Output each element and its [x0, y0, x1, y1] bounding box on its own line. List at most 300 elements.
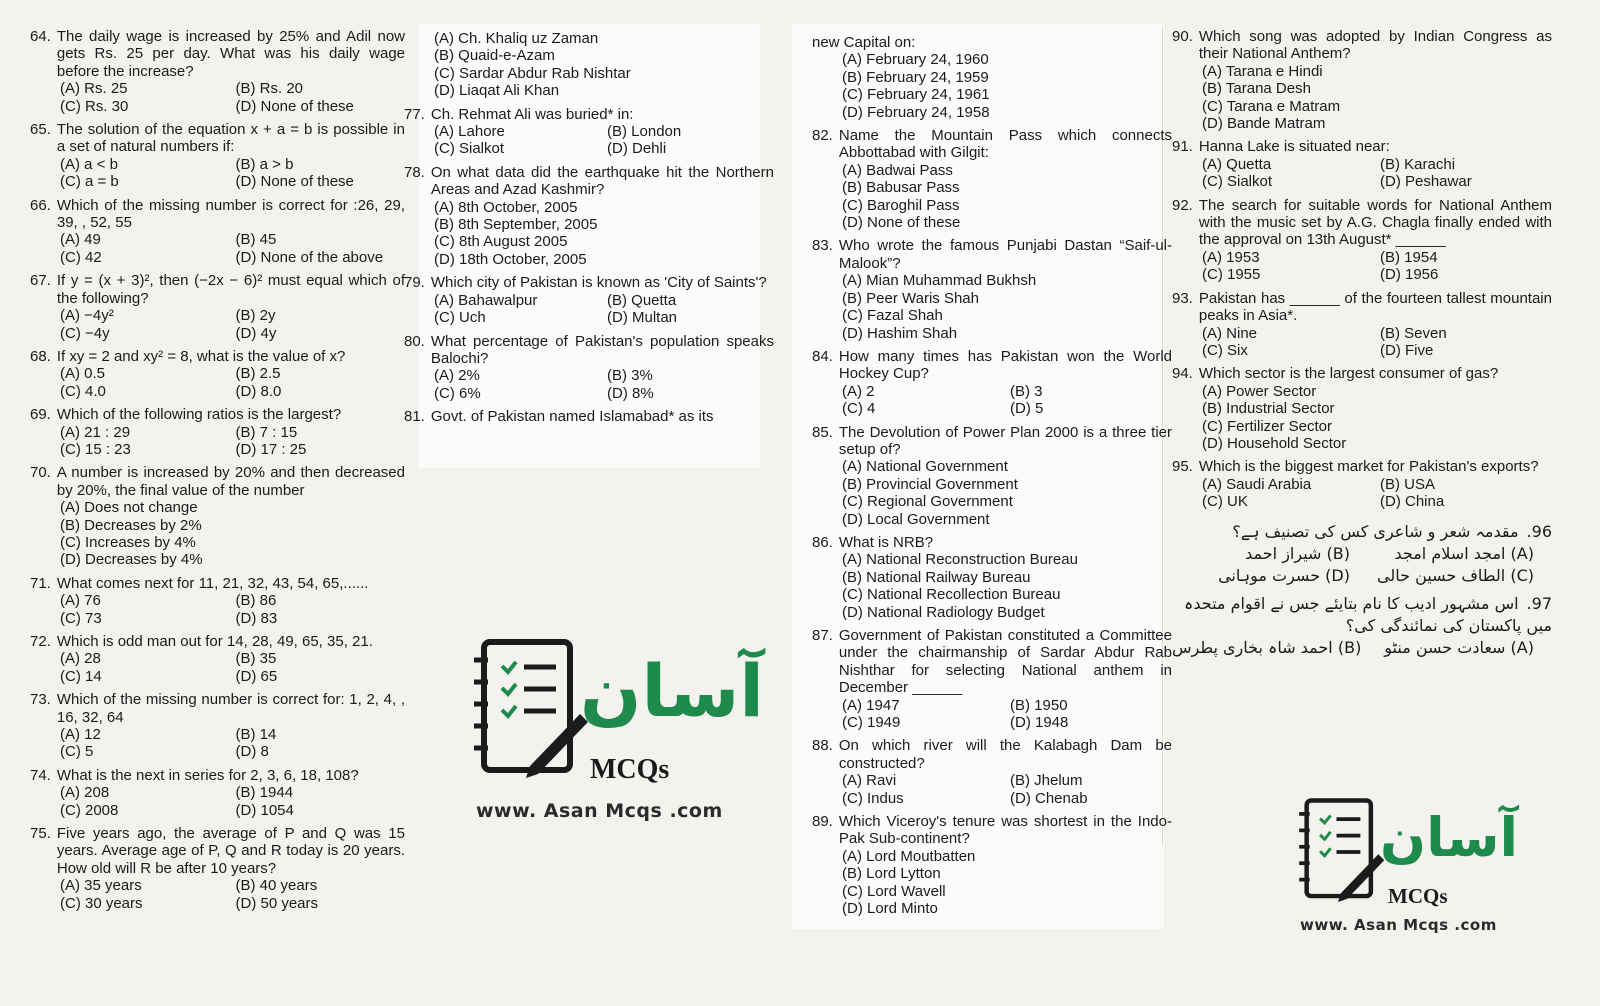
answer-option: (B) شیراز احمد — [1245, 543, 1350, 563]
question-stem — [30, 767, 405, 784]
question-stem — [812, 424, 1172, 459]
answer-option: (C) Fazal Shah — [842, 307, 943, 325]
answer-option: (C) Rs. 30 — [60, 97, 129, 115]
answer-options — [30, 650, 405, 685]
question-number: 95. — [1172, 458, 1193, 476]
column-2 — [404, 30, 774, 432]
answer-options — [1172, 156, 1552, 191]
question-text: مقدمہ شعر و شاعری کس کی تصنیف ہے؟ — [1232, 521, 1519, 541]
answer-option: (D) 4y — [235, 324, 277, 342]
question-stem — [812, 534, 1172, 551]
answer-option: (A) 0.5 — [60, 365, 106, 383]
answer-option: (A) Bahawalpur — [434, 291, 538, 309]
answer-options — [1172, 637, 1552, 659]
question-number: 89. — [812, 813, 833, 831]
answer-option: (C) 15 : 23 — [60, 440, 131, 458]
answer-options — [1172, 325, 1552, 360]
question — [404, 274, 774, 326]
answer-option: (B) 7 : 15 — [235, 423, 298, 441]
answer-options — [812, 551, 1172, 621]
answer-option: (D) 5 — [1010, 400, 1044, 418]
question — [812, 737, 1172, 807]
question-stem — [30, 197, 405, 232]
answer-option: (B) 2.5 — [235, 365, 281, 383]
answer-options — [812, 272, 1172, 342]
answer-option: (A) 1947 — [842, 696, 900, 714]
answer-option: (C) 8th August 2005 — [434, 233, 568, 251]
question-stem — [30, 272, 405, 307]
notebook-checklist-icon — [470, 636, 590, 786]
answer-option: (B) 86 — [235, 592, 277, 610]
answer-option: (D) None of these — [235, 173, 354, 191]
question-text: The solution of the equation x + a = b is possible in a set of natural numbers if: — [56, 121, 405, 156]
answer-option: (A) 8th October, 2005 — [434, 198, 578, 216]
question-stem — [404, 333, 774, 368]
question-text: How many times has Pakistan won the World Hockey Cup? — [838, 347, 1172, 383]
answer-option: (B) London — [607, 123, 682, 141]
question-stem — [812, 813, 1172, 848]
urdu-question — [1172, 593, 1552, 659]
question — [812, 424, 1172, 528]
question-stem — [30, 28, 405, 80]
question-text: new Capital on: — [812, 34, 916, 51]
answer-option: (C) الطاف حسین حالی — [1377, 565, 1534, 585]
answer-options — [30, 156, 405, 191]
answer-option: (B) 35 — [235, 650, 277, 668]
answer-option: (B) Karachi — [1380, 155, 1456, 173]
answer-option: (D) February 24, 1958 — [842, 103, 990, 121]
answer-option: (D) China — [1380, 493, 1445, 511]
answer-option: (B) 1954 — [1380, 248, 1438, 266]
question-stem — [404, 408, 774, 425]
question-text: On which river will the Kalabagh Dam be constructed? — [838, 737, 1172, 772]
question-number: 88. — [812, 737, 833, 755]
answer-option: (A) Lahore — [434, 123, 505, 141]
answer-option: (B) 45 — [235, 231, 277, 249]
answer-option: (C) 42 — [60, 248, 102, 266]
answer-options — [1172, 383, 1552, 453]
question — [812, 237, 1172, 341]
answer-option: (B) Industrial Sector — [1202, 400, 1335, 418]
question-number: 71. — [30, 574, 51, 592]
answer-option: (D) Decreases by 4% — [60, 551, 203, 569]
answer-options — [812, 848, 1172, 918]
question-number: 64. — [30, 28, 51, 45]
answer-options — [1172, 476, 1552, 511]
answer-options — [404, 123, 774, 158]
logo-url: www. Asan Mcqs .com — [476, 800, 723, 822]
question-text: Which of the missing number is correct for: 1, 2, 4, , 16, 32, 64 — [56, 691, 405, 726]
asan-mcqs-logo-2 — [1296, 796, 1518, 946]
answer-option: (A) February 24, 1960 — [842, 51, 989, 69]
answer-option: (B) 3 — [1010, 382, 1043, 400]
question-text: What percentage of Pakistan's population speaks Balochi? — [430, 332, 774, 367]
answer-option: (D) Local Government — [842, 510, 990, 528]
answer-option: (B) 1944 — [235, 784, 294, 802]
question-number: 83. — [812, 237, 833, 255]
answer-option: (C) Uch — [434, 309, 486, 327]
question-text: The daily wage is increased by 25% and Adil now gets Rs. 25 per day. What was his daily wage before the increase? — [56, 28, 405, 80]
answer-option: (A) 12 — [60, 726, 101, 744]
column-1 — [30, 28, 405, 918]
question-text: Which song was adopted by Indian Congress as their National Anthem? — [1198, 28, 1552, 63]
question-number: 77. — [404, 105, 425, 123]
answer-option: (D) 8 — [235, 743, 269, 761]
answer-option: (C) −4y — [60, 324, 110, 342]
answer-option: (B) Tarana Desh — [1202, 80, 1311, 98]
answer-option: (A) Saudi Arabia — [1202, 475, 1312, 493]
question — [812, 348, 1172, 418]
question-stem — [812, 737, 1172, 772]
question-text: Which Viceroy's tenure was shortest in the Indo-Pak Sub-continent? — [838, 813, 1172, 848]
question — [404, 408, 774, 425]
question — [404, 333, 774, 403]
answer-option: (A) National Reconstruction Bureau — [842, 551, 1078, 569]
question — [404, 164, 774, 268]
answer-option: (A) Badwai Pass — [842, 161, 953, 179]
answer-option: (D) None of these — [842, 214, 961, 232]
answer-option: (A) National Government — [842, 458, 1008, 476]
answer-option: (A) a < b — [60, 155, 118, 173]
column-4 — [1172, 28, 1552, 665]
answer-option: (A) Power Sector — [1202, 382, 1317, 400]
urdu-question-stem — [1172, 521, 1552, 543]
question — [30, 767, 405, 819]
answer-option: (C) 1955 — [1202, 266, 1261, 284]
question-number: 74. — [30, 766, 51, 784]
answer-option: (C) 4.0 — [60, 382, 106, 400]
answer-options — [1172, 543, 1552, 587]
answer-option: (C) 30 years — [60, 894, 143, 912]
answer-option: (B) احمد شاہ بخاری پطرس — [1172, 637, 1362, 657]
question — [30, 464, 405, 568]
question — [404, 106, 774, 158]
answer-option: (C) 2008 — [60, 801, 119, 819]
answer-option: (C) Baroghil Pass — [842, 196, 960, 214]
answer-option: (A) Quetta — [1202, 155, 1272, 173]
question — [30, 633, 405, 685]
answer-option: (A) Ch. Khaliq uz Zaman — [434, 30, 599, 47]
answer-option: (A) Mian Muhammad Bukhsh — [842, 272, 1037, 290]
question-number: 91. — [1172, 138, 1193, 156]
answer-option: (B) Seven — [1380, 324, 1447, 342]
answer-option: (D) 8.0 — [235, 382, 282, 400]
question-number: 69. — [30, 406, 51, 424]
question — [30, 272, 405, 342]
question-number: 93. — [1172, 289, 1193, 307]
answer-option: (A) 49 — [60, 231, 101, 249]
answer-option: (B) 1950 — [1010, 696, 1068, 714]
answer-options — [30, 80, 405, 115]
answer-option: (C) 4 — [842, 400, 876, 418]
answer-option: (B) Quetta — [607, 291, 677, 309]
answer-options — [812, 458, 1172, 528]
logo-mcqs-text: MCQs — [590, 754, 670, 785]
question-number: 72. — [30, 633, 51, 650]
question-stem — [1172, 290, 1552, 325]
question-stem — [1172, 458, 1552, 475]
answer-option: (B) 40 years — [235, 877, 318, 895]
question-stem — [30, 825, 405, 877]
question-text: The Devolution of Power Plan 2000 is a three tier setup of? — [838, 423, 1172, 458]
question-text: Which city of Pakistan is known as 'City of Saints'? — [430, 274, 767, 292]
question — [1172, 28, 1552, 132]
answer-options — [812, 772, 1172, 807]
answer-option: (B) 3% — [607, 367, 653, 385]
answer-option: (C) February 24, 1961 — [842, 86, 990, 104]
answer-options — [404, 199, 774, 269]
question-text: Which is odd man out for 14, 28, 49, 65, 35, 21. — [56, 633, 373, 650]
answer-option: (B) 8th September, 2005 — [434, 216, 598, 234]
question-stem — [30, 406, 405, 423]
answer-options — [30, 424, 405, 459]
answer-option: (D) None of these — [235, 97, 354, 115]
column-3 — [812, 34, 1172, 924]
answer-option: (C) 14 — [60, 667, 102, 685]
question — [30, 197, 405, 267]
question — [1172, 138, 1552, 190]
question-number: 79. — [404, 274, 425, 292]
question-text: Hanna Lake is situated near: — [1198, 138, 1390, 156]
answer-option: (A) 2 — [842, 382, 875, 400]
question-text: The search for suitable words for National Anthem with the music set by A.G. Chagla finally ended with the approval on 13th August* ______ — [1198, 196, 1552, 249]
answer-option: (D) 1948 — [1010, 714, 1069, 732]
answer-option: (C) Increases by 4% — [60, 533, 196, 551]
answer-option: (B) Peer Waris Shah — [842, 289, 979, 307]
answer-option: (A) Ravi — [842, 772, 897, 790]
question-text: Which of the missing number is correct for :26, 29, 39, , 52, 55 — [56, 196, 405, 232]
question-stem — [30, 691, 405, 726]
question-text: Which of the following ratios is the largest? — [56, 406, 342, 424]
question — [812, 127, 1172, 231]
question-stem — [1172, 138, 1552, 155]
question-number: 80. — [404, 332, 425, 350]
question-stem — [30, 121, 405, 156]
answer-option: (D) 65 — [235, 667, 278, 685]
question-number: 92. — [1172, 196, 1193, 214]
question — [30, 575, 405, 627]
question-text: If xy = 2 and xy² = 8, what is the value of x? — [56, 347, 346, 365]
answer-option: (D) Hashim Shah — [842, 324, 958, 342]
question — [30, 406, 405, 458]
question-stem — [1172, 197, 1552, 249]
answer-option: (D) 18th October, 2005 — [434, 250, 587, 268]
question-text: What comes next for 11, 21, 32, 43, 54, 65,...... — [56, 574, 369, 592]
question-text: Which sector is the largest consumer of gas? — [1198, 365, 1499, 383]
answer-options — [30, 231, 405, 266]
answer-options — [30, 307, 405, 342]
answer-options — [404, 292, 774, 327]
question-stem — [30, 575, 405, 592]
answer-option: (C) Sialkot — [1202, 173, 1273, 191]
answer-option: (B) Lord Lytton — [842, 865, 941, 883]
question-text: Name the Mountain Pass which connects Abbottabad with Gilgit: — [838, 127, 1172, 162]
answer-option: (C) Six — [1202, 341, 1248, 359]
answer-option: (A) Rs. 25 — [60, 80, 128, 98]
question — [812, 34, 1172, 121]
answer-option: (A) 28 — [60, 650, 101, 668]
answer-option: (D) حسرت موہانی — [1218, 565, 1350, 585]
question-text: Govt. of Pakistan named Islamabad* as its — [430, 408, 714, 426]
answer-option: (A) Tarana e Hindi — [1202, 62, 1323, 80]
question-number: 90. — [1172, 28, 1193, 45]
answer-option: (C) Tarana e Matram — [1202, 97, 1341, 115]
question-stem — [30, 464, 405, 499]
notebook-checklist-icon — [1296, 796, 1386, 908]
question-text: On what data did the earthquake hit the Northern Areas and Azad Kashmir? — [430, 163, 774, 199]
question-stem — [812, 348, 1172, 383]
question-number: 67. — [30, 272, 51, 290]
question-stem — [1172, 365, 1552, 382]
answer-option: (D) 83 — [235, 609, 278, 627]
question — [1172, 197, 1552, 284]
question — [1172, 290, 1552, 360]
question-number: 66. — [30, 196, 51, 214]
answer-option: (B) Babusar Pass — [842, 179, 960, 197]
question — [812, 813, 1172, 917]
question-text: What is NRB? — [838, 533, 934, 551]
answer-option: (A) 1953 — [1202, 248, 1260, 266]
question-number: 97. — [1526, 593, 1552, 613]
question — [1172, 458, 1552, 510]
question-stem — [812, 237, 1172, 272]
question-stem — [30, 633, 405, 650]
question — [30, 691, 405, 761]
question — [30, 825, 405, 912]
answer-option: (D) Lord Minto — [842, 900, 938, 918]
answer-option: (B) USA — [1380, 475, 1436, 493]
answer-options — [1172, 249, 1552, 284]
urdu-question — [1172, 521, 1552, 587]
answer-options — [30, 784, 405, 819]
question-text: Pakistan has ______ of the fourteen tallest mountain peaks in Asia*. — [1198, 289, 1552, 325]
answer-options — [1172, 63, 1552, 133]
answer-option: (B) Rs. 20 — [235, 80, 304, 98]
answer-option: (B) Decreases by 2% — [60, 516, 202, 534]
question-number: 70. — [30, 464, 51, 482]
question-stem — [404, 106, 774, 123]
answer-option: (D) Five — [1380, 341, 1434, 359]
answer-option: (A) 76 — [60, 592, 101, 610]
question-text: Five years ago, the average of P and Q was 15 years. Average age of P, Q and R today is 20 years. How old will R be after 10 years? — [56, 825, 405, 877]
question-number: 94. — [1172, 365, 1193, 383]
answer-options — [30, 365, 405, 400]
answer-option: (D) 50 years — [235, 894, 319, 912]
answer-option: (D) Multan — [607, 309, 678, 327]
question-stem — [1172, 28, 1552, 63]
answer-option: (A) امجد اسلام امجد — [1394, 543, 1534, 563]
asan-mcqs-logo — [470, 636, 764, 826]
answer-option: (A) 35 years — [60, 877, 142, 895]
question — [812, 627, 1172, 731]
logo-url: www. Asan Mcqs .com — [1300, 916, 1497, 934]
question-number: 78. — [404, 163, 425, 181]
answer-option: (C) Lord Wavell — [842, 882, 946, 900]
answer-option: (D) 1956 — [1380, 266, 1439, 284]
answer-option: (B) Jhelum — [1010, 772, 1083, 790]
answer-option: (D) Bande Matram — [1202, 115, 1326, 133]
question-text: Ch. Rehmat Ali was buried* in: — [430, 105, 634, 123]
question — [30, 348, 405, 400]
answer-option: (C) National Recollection Bureau — [842, 586, 1061, 604]
question-text: اس مشہور ادیب کا نام بتایئے جس نے اقوام متحدہ میں پاکستان کی نمائندگی کی؟ — [1183, 593, 1552, 635]
answer-options — [30, 726, 405, 761]
question — [1172, 365, 1552, 452]
answer-options — [30, 877, 405, 912]
answer-options — [812, 51, 1172, 121]
question-text: Which is the biggest market for Pakistan's exports? — [1198, 458, 1539, 476]
question-number: 81. — [404, 408, 425, 426]
question-stem — [30, 348, 405, 365]
question-stem — [812, 127, 1172, 162]
question-number: 87. — [812, 627, 833, 644]
answer-options — [404, 367, 774, 402]
question-stem — [812, 627, 1172, 697]
answer-option: (C) 5 — [60, 743, 94, 761]
answer-options — [812, 383, 1172, 418]
question-stem — [404, 164, 774, 199]
answer-option: (A) 2% — [434, 367, 480, 385]
answer-option: (C) Regional Government — [842, 493, 1013, 511]
question-number: 68. — [30, 347, 51, 365]
question-stem — [812, 34, 1172, 51]
answer-options — [812, 697, 1172, 732]
answer-option: (D) Dehli — [607, 140, 667, 158]
answer-option: (B) a > b — [235, 155, 294, 173]
question — [404, 30, 774, 100]
question — [30, 121, 405, 191]
answer-option: (D) Liaqat Ali Khan — [434, 82, 560, 100]
question-number: 85. — [812, 423, 833, 441]
answer-option: (D) 17 : 25 — [235, 440, 307, 458]
answer-option: (A) 208 — [60, 784, 110, 802]
answer-option: (C) Sialkot — [434, 140, 505, 158]
answer-options — [404, 30, 774, 100]
answer-option: (A) −4y² — [60, 307, 114, 325]
answer-options — [30, 592, 405, 627]
answer-option: (C) Sardar Abdur Rab Nishtar — [434, 64, 631, 82]
question-number: 96. — [1526, 521, 1552, 541]
question — [812, 534, 1172, 621]
answer-option: (B) 14 — [235, 726, 277, 744]
answer-option: (D) None of the above — [235, 248, 384, 266]
answer-option: (D) 1054 — [235, 801, 294, 819]
question-number: 82. — [812, 127, 833, 145]
answer-option: (C) 1949 — [842, 714, 901, 732]
answer-option: (A) سعادت حسن منٹو — [1384, 637, 1534, 657]
logo-urdu-word: آسان — [580, 649, 764, 733]
answer-option: (C) a = b — [60, 173, 119, 191]
logo-mcqs-text: MCQs — [1388, 884, 1448, 908]
urdu-question-stem — [1172, 593, 1552, 637]
answer-option: (B) Provincial Government — [842, 475, 1018, 493]
answer-option: (D) National Radiology Budget — [842, 603, 1045, 621]
answer-option: (A) Lord Moutbatten — [842, 847, 976, 865]
question-number: 84. — [812, 347, 833, 365]
logo-urdu-word: آسان — [1380, 806, 1518, 869]
question-number: 65. — [30, 121, 51, 139]
answer-option: (A) Nine — [1202, 324, 1258, 342]
question-number: 75. — [30, 825, 51, 843]
question-text: Government of Pakistan constituted a Committee under the chairmanship of Sardar Abdur Rab Nishthar for selecting National anthem in December ______ — [838, 627, 1172, 697]
answer-options — [812, 162, 1172, 232]
answer-option: (D) 8% — [607, 384, 654, 402]
question-text: A number is increased by 20% and then decreased by 20%, the final value of the number — [56, 464, 405, 499]
question-text: If y = (x + 3)², then (−2x − 6)² must equal which of the following? — [56, 272, 405, 307]
answer-option: (D) Chenab — [1010, 789, 1088, 807]
question-number: 86. — [812, 533, 833, 551]
answer-option: (A) Does not change — [60, 499, 198, 517]
